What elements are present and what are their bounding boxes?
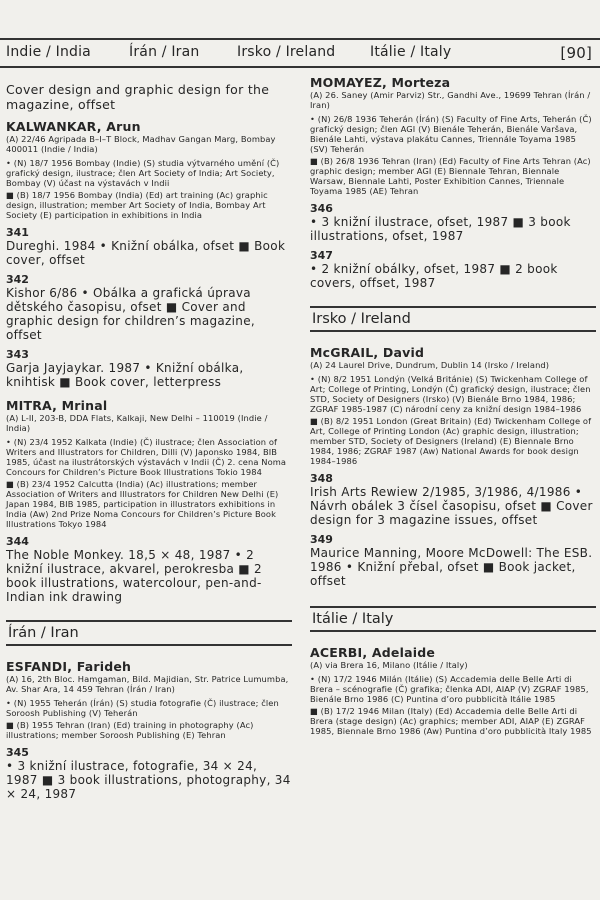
artist-bio-cz: • (N) 17/2 1946 Milán (Itálie) (S) Accademia delle Belle Arti di Brera – scénografie (Č) grafika; členka ADI, AIAP (V) ZGRAF 1985, Bienále Brno 1986 (C) Puntina d’oro pubblicità Itálie 1985	[310, 674, 589, 704]
work-description: • 3 knižní ilustrace, fotografie, 34 × 24, 1987 ■ 3 book illustrations, photography, 34 × 24, 1987	[6, 759, 291, 801]
work-entry	[310, 249, 596, 290]
artist-bio-en: ■ (B) 1955 Tehran (Iran) (Ed) training in photography (Ac) illustrations; member Soroosh Publishing (E) Tehran	[6, 720, 254, 740]
work-description: The Noble Monkey. 18,5 × 48, 1987 • 2 knižní ilustrace, akvarel, perokresba ■ 2 book illustrations, watercolour, pen-and-Indian ink drawing	[6, 548, 262, 604]
work-entry	[310, 533, 596, 588]
section-heading-iran: Írán / Iran	[6, 620, 292, 646]
artist-entry	[6, 120, 292, 389]
work-number: 349	[310, 533, 333, 546]
work-description: Maurice Manning, Moore McDowell: The ESB. 1986 • Knižní přebal, ofset ■ Book jacket, offset	[310, 546, 593, 588]
work-number: 341	[6, 226, 29, 239]
artist-name: KALWANKAR, Arun	[6, 119, 141, 134]
artist-name: MOMAYEZ, Morteza	[310, 75, 451, 90]
work-entry	[6, 273, 292, 342]
work-description: Dureghi. 1984 • Knižní obálka, ofset ■ Book cover, offset	[6, 239, 286, 267]
artist-entry	[310, 346, 596, 588]
artist-address: (A) L-II, 203-B, DDA Flats, Kalkaji, New Delhi – 110019 (Indie / India)	[6, 413, 268, 433]
right-column	[310, 76, 596, 742]
work-number: 347	[310, 249, 333, 262]
artist-bio-en: ■ (B) 8/2 1951 London (Great Britain) (Ed) Twickenham College of Art, College of Printing London (Ac) graphic design, illustration; member STD, Society of Designers (Ireland) (E) Biennale Brno 1984, 1986; ZGRAF 1987 (Aw) National Awards for book design 1984–1986	[310, 416, 592, 466]
work-entry	[6, 535, 292, 604]
header-section-italy: Itálie / Italy	[370, 44, 452, 60]
page-number: [90]	[560, 44, 592, 62]
work-entry	[310, 202, 596, 243]
artist-entry	[6, 399, 292, 604]
artist-bio-en: ■ (B) 26/8 1936 Tehran (Iran) (Ed) Faculty of Fine Arts Tehran (Ac) graphic design; member AGI (E) Biennale Tehran, Biennale Warsaw, Biennale Lahti, Poster Exhibition Cannes, Triennale Toyama 1985 (AE) Tehran	[310, 156, 591, 196]
section-heading-italy: Itálie / Italy	[310, 606, 596, 632]
artist-name: ACERBI, Adelaide	[310, 645, 436, 660]
work-number: 342	[6, 273, 29, 286]
work-number: 343	[6, 348, 29, 361]
artist-bio-cz: • (N) 23/4 1952 Kalkata (Indie) (Č) ilustrace; člen Association of Writers and Illustrators for Children, Dilli (V) Japonsko 1984, BIB 1985, účast na ilustrátorských výstavách v Indii (Č) 2. cena Noma Concours for Children’s Picture Book Illustrations Tokio 1984	[6, 437, 287, 477]
header-section-india: Indie / India	[6, 44, 91, 60]
artist-address: (A) via Brera 16, Milano (Itálie / Italy)	[310, 660, 468, 670]
section-heading-ireland: Irsko / Ireland	[310, 306, 596, 332]
work-number: 346	[310, 202, 333, 215]
artist-bio-cz: • (N) 1955 Teherán (Írán) (S) studia fotografie (Č) ilustrace; člen Soroosh Publishing (V) Teherán	[6, 698, 279, 718]
artist-address: (A) 16, 2th Bloc. Hamgaman, Bild. Majidian, Str. Patrice Lumumba, Av. Shar Ara, 14 459 Tehran (Írán / Iran)	[6, 674, 289, 694]
artist-address: (A) 24 Laurel Drive, Dundrum, Dublin 14 (Irsko / Ireland)	[310, 360, 550, 370]
work-entry	[6, 226, 292, 267]
artist-entry	[6, 660, 292, 801]
artist-bio-en: ■ (B) 18/7 1956 Bombay (India) (Ed) art training (Ac) graphic design, illustration; member Art Society of India, Bombay Art Society (E) participation in exhibitions in India	[6, 190, 268, 220]
work-description: Kishor 6/86 • Obálka a grafická úprava dětského časopisu, ofset ■ Cover and graphic design for children’s magazine, offset	[6, 286, 255, 342]
artist-address: (A) 26. Saney (Amir Parviz) Str., Gandhi Ave., 19699 Tehran (Írán / Iran)	[310, 90, 591, 110]
work-description: • 2 knižní obálky, ofset, 1987 ■ 2 book covers, offset, 1987	[310, 262, 558, 290]
artist-entry	[310, 76, 596, 290]
artist-bio-cz: • (N) 18/7 1956 Bombay (Indie) (S) studia výtvarného umění (Č) grafický design, ilustrace; člen Art Society of India; Art Society, Bombay (V) účast na výstavách v Indii	[6, 158, 280, 188]
work-number: 344	[6, 535, 29, 548]
artist-name: ESFANDI, Farideh	[6, 659, 132, 674]
artist-name: McGRAIL, David	[310, 345, 425, 360]
artist-bio-en: ■ (B) 17/2 1946 Milan (Italy) (Ed) Accademia delle Belle Arti di Brera (stage design) (Ac) graphics; member ADI, AIAP (E) ZGRAF 1985, Biennale Brno 1986 (Aw) Puntina d’oro pubblicità Italy 1985	[310, 706, 592, 736]
intro-text: Cover design and graphic design for the magazine, offset	[6, 82, 270, 112]
work-number: 345	[6, 746, 29, 759]
artist-bio-en: ■ (B) 23/4 1952 Calcutta (India) (Ac) illustrations; member Association of Writers and Illustrators for Children New Delhi (E) Japan 1984, BIB 1985, participation in illustrators exhibitions in India (Aw) 2nd Prize Noma Concours for Children’s Picture Book Illustrations Tokyo 1984	[6, 479, 279, 529]
artist-address: (A) 22/46 Agripada B–I–T Block, Madhav Gangan Marg, Bombay 400011 (Indie / India)	[6, 134, 276, 154]
artist-name: MITRA, Mrinal	[6, 398, 108, 413]
work-entry	[6, 746, 292, 801]
work-description: Irish Arts Rewiew 2/1985, 3/1986, 4/1986 • Návrh obálek 3 čísel časopisu, ofset ■ Cover design for 3 magazine issues, offset	[310, 485, 593, 527]
running-header	[0, 38, 600, 68]
artist-bio-cz: • (N) 26/8 1936 Teherán (Írán) (S) Faculty of Fine Arts, Teherán (Č) grafický design; člen AGI (V) Bienále Teherán, Bienále Varšava, Bienále Lahti, výstava plakátu Cannes, Triennále Toyama 1985 (SV) Teherán	[310, 114, 592, 154]
work-description: Garja Jayjaykar. 1987 • Knižní obálka, knihtisk ■ Book cover, letterpress	[6, 361, 244, 389]
work-description: • 3 knižní ilustrace, ofset, 1987 ■ 3 book illustrations, ofset, 1987	[310, 215, 571, 243]
header-section-iran: Írán / Iran	[129, 44, 200, 60]
left-column	[6, 72, 292, 807]
work-entry	[310, 472, 596, 527]
header-section-ireland: Irsko / Ireland	[237, 44, 336, 60]
work-number: 348	[310, 472, 333, 485]
artist-entry	[310, 646, 596, 736]
artist-bio-cz: • (N) 8/2 1951 Londýn (Velká Británie) (S) Twickenham College of Art; College of Printing, Londýn (Č) grafický design, ilustrace; člen STD, Society of Designers (Irsko) (V) Bienále Brno 1984, 1986; ZGRAF 1985-1987 (C) národní ceny za knižní design 1984–1986	[310, 374, 591, 414]
work-entry	[6, 348, 292, 389]
